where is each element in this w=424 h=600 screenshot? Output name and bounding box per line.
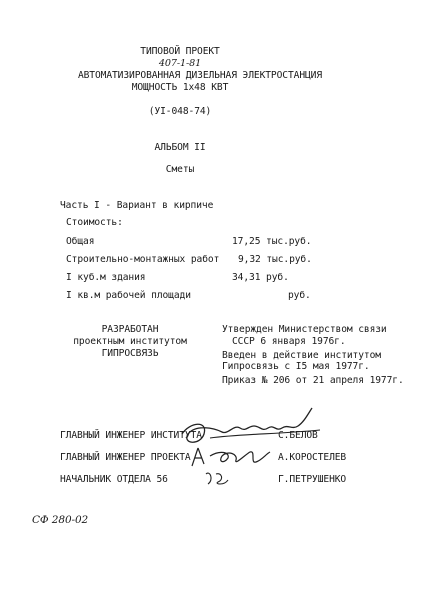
signature-role: ГЛАВНЫЙ ИНЖЕНЕР ПРОЕКТА	[60, 452, 191, 463]
header-code: (УI-048-74)	[148, 106, 212, 117]
cost-row-value: 9,32 тыс.руб.	[238, 254, 312, 265]
cost-row-name: I куб.м здания	[66, 272, 146, 283]
developed-name: ГИПРОСВЯЗЬ	[101, 348, 159, 359]
order-line: Приказ № 206 от 21 апреля 1977г.	[222, 375, 404, 386]
approval-date: СССР 6 января 1976г.	[232, 336, 346, 347]
approval-line: Утвержден Министерством связи	[222, 324, 387, 335]
cost-row-name: Строительно-монтажных работ	[66, 254, 220, 265]
footer-code: СФ 280-02	[32, 514, 89, 526]
signature-role: НАЧАЛЬНИК ОТДЕЛА 56	[60, 474, 168, 485]
signature-name: А.КОРОСТЕЛЕВ	[278, 452, 347, 463]
part-heading: Часть I - Вариант в кирпиче	[60, 200, 214, 211]
developed-title: РАЗРАБОТАН	[101, 324, 159, 335]
signature-name: С.БЕЛОВ	[278, 430, 318, 441]
header-project-number: 407-1-81	[158, 58, 202, 69]
cost-row-name: I кв.м рабочей площади	[66, 290, 191, 301]
album-title: АЛЬБОМ II	[154, 142, 206, 153]
cost-row-value: руб.	[288, 290, 311, 301]
signature-role: ГЛАВНЫЙ ИНЖЕНЕР ИНСТИТУТА	[60, 430, 202, 441]
handwritten-signature-korostelev	[190, 444, 280, 494]
enactment-line: Введен в действие институтом	[222, 350, 381, 361]
album-subtitle: Сметы	[165, 164, 195, 175]
enactment-date: Гипросвязь с I5 мая 1977г.	[222, 361, 370, 372]
header-line-project: ТИПОВОЙ ПРОЕКТ	[140, 46, 220, 57]
developed-institute: проектным институтом	[73, 336, 187, 347]
cost-label: Стоимость:	[66, 217, 123, 228]
cost-row-value: 17,25 тыс.руб.	[232, 236, 312, 247]
cost-row-name: Общая	[66, 236, 95, 247]
header-title: АВТОМАТИЗИРОВАННАЯ ДИЗЕЛЬНАЯ ЭЛЕКТРОСТАНЦИЯ	[77, 70, 323, 81]
header-power: МОЩНОСТЬ 1х48 КВТ	[131, 82, 229, 93]
signature-name: Г.ПЕТРУШЕНКО	[278, 474, 347, 485]
cost-row-value: 34,31 руб.	[232, 272, 289, 283]
